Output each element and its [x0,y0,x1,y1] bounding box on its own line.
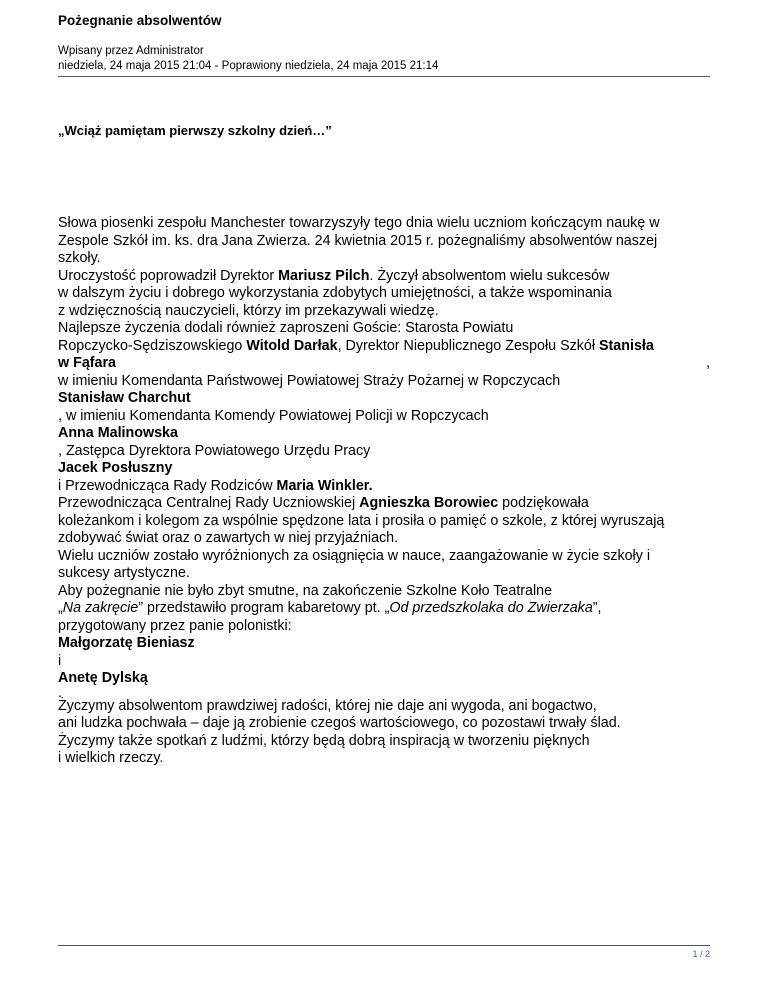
body-text-fragment: Uroczystość poprowadził Dyrektor [58,267,279,284]
body-text-fragment: ”, [592,600,602,616]
body-line [58,478,710,496]
body-text-fragment: „ [58,600,63,616]
body-line: , Zastępca Dyrektora Powiatowego Urzędu Pracy [58,442,371,459]
body-line [58,600,710,618]
person-name: Witold Darłak [246,337,338,354]
body-line: w dalszym życiu i dobrego wykorzystania zdobytych umiejętności, a także wspominania [58,285,612,301]
date-line: niedziela, 24 maja 2015 21:04 - Poprawiony niedziela, 24 maja 2015 21:14 [58,59,439,72]
article-meta [58,44,438,73]
body-line: ani ludzka pochwała – daje ją zrobienie czegoś wartościowego, co pozostawi trwały ślad. [58,715,621,731]
body-line: przygotowany przez panie polonistki: [58,617,292,634]
article-title: Pożegnanie absolwentów [58,13,222,28]
article-body [58,215,710,768]
body-line: Zespole Szkół im. ks. dra Jana Zwierza. 24 kwietnia 2015 r. pożegnaliśmy absolwentów naszej [58,232,658,249]
body-line: z wdzięcznością nauczycieli, którzy im przekazywali wiedzę. [58,302,439,319]
person-name: Małgorzatę Bieniasz [58,635,195,651]
body-text-fragment: , Dyrektor Niepublicznego Zespołu Szkół [337,337,599,354]
body-line: w imieniu Komendanta Państwowej Powiatowej Straży Pożarnej w Ropczycach [58,372,561,389]
footer-divider [58,945,710,946]
article-quote: „Wciąż pamiętam pierwszy szkolny dzień…” [58,123,332,138]
author-line: Wpisany przez Administrator [58,45,204,57]
body-line [58,338,710,356]
body-line: szkoły. [58,250,101,266]
body-text-fragment: , [706,355,710,371]
person-name: Mariusz Pilch [278,267,370,284]
body-text-fragment: ” przedstawiło program kabaretowy pt. „ [138,600,390,616]
body-line: , w imieniu Komendanta Komendy Powiatowej Policji w Ropczycach [58,407,489,424]
body-line: Aby pożegnanie nie było zbyt smutne, na zakończenie Szkolne Koło Teatralne [58,582,553,599]
page-number: 1 / 2 [692,949,710,959]
header-divider [58,76,710,77]
body-line: sukcesy artystyczne. [58,565,190,581]
person-name: Stanisław Charchut [58,390,191,406]
group-name: Na zakręcie [62,600,139,616]
body-line: Najlepsze życzenia dodali również zaproszeni Goście: Starosta Powiatu [58,320,514,336]
program-title: Od przedszkolaka do Zwierzaka [389,600,593,616]
body-line: Słowa piosenki zespołu Manchester towarzyszyły tego dnia wielu uczniom kończącym naukę w [58,215,660,231]
body-line: Życzymy także spotkań z ludźmi, którzy będą dobrą inspiracją w tworzeniu pięknych [58,732,590,749]
body-line [58,495,710,513]
body-text-fragment: Przewodnicząca Centralnej Rady Uczniowskiej [58,495,360,511]
person-name: Anna Malinowska [58,425,178,441]
person-name: Stanisła [599,337,654,354]
person-name: Maria Winkler. [276,477,373,494]
body-line: i [58,652,62,669]
body-line: zdobywać świat oraz o zawartych w niej przyjaźniach. [58,530,399,546]
body-line [58,268,710,286]
body-line: i wielkich rzeczy. [58,750,164,766]
body-text-fragment: i Przewodnicząca Rady Rodziców [58,477,277,494]
body-line: Życzymy absolwentom prawdziwej radości, której nie daje ani wygoda, ani bogactwo, [58,697,597,714]
body-text-fragment: Ropczycko-Sędziszowskiego [58,337,247,354]
person-name: Jacek Posłuszny [58,460,173,476]
body-line: Wielu uczniów zostało wyróżnionych za osiągnięcia w nauce, zaangażowanie w życie szkoły i [58,547,651,564]
body-text-fragment: . Życzył absolwentom wielu sukcesów [369,267,610,284]
body-text-fragment: podziękowała [498,495,589,511]
body-line: koleżankom i kolegom za wspólnie spędzone lata i prosiła o pamięć o szkole, z której wyruszają [58,512,665,529]
body-line [58,355,710,373]
person-name: Agnieszka Borowiec [359,495,499,511]
body-line: . [58,684,62,701]
person-name: w Fąfara [58,355,117,371]
person-name: Anetę Dylską [58,670,148,686]
